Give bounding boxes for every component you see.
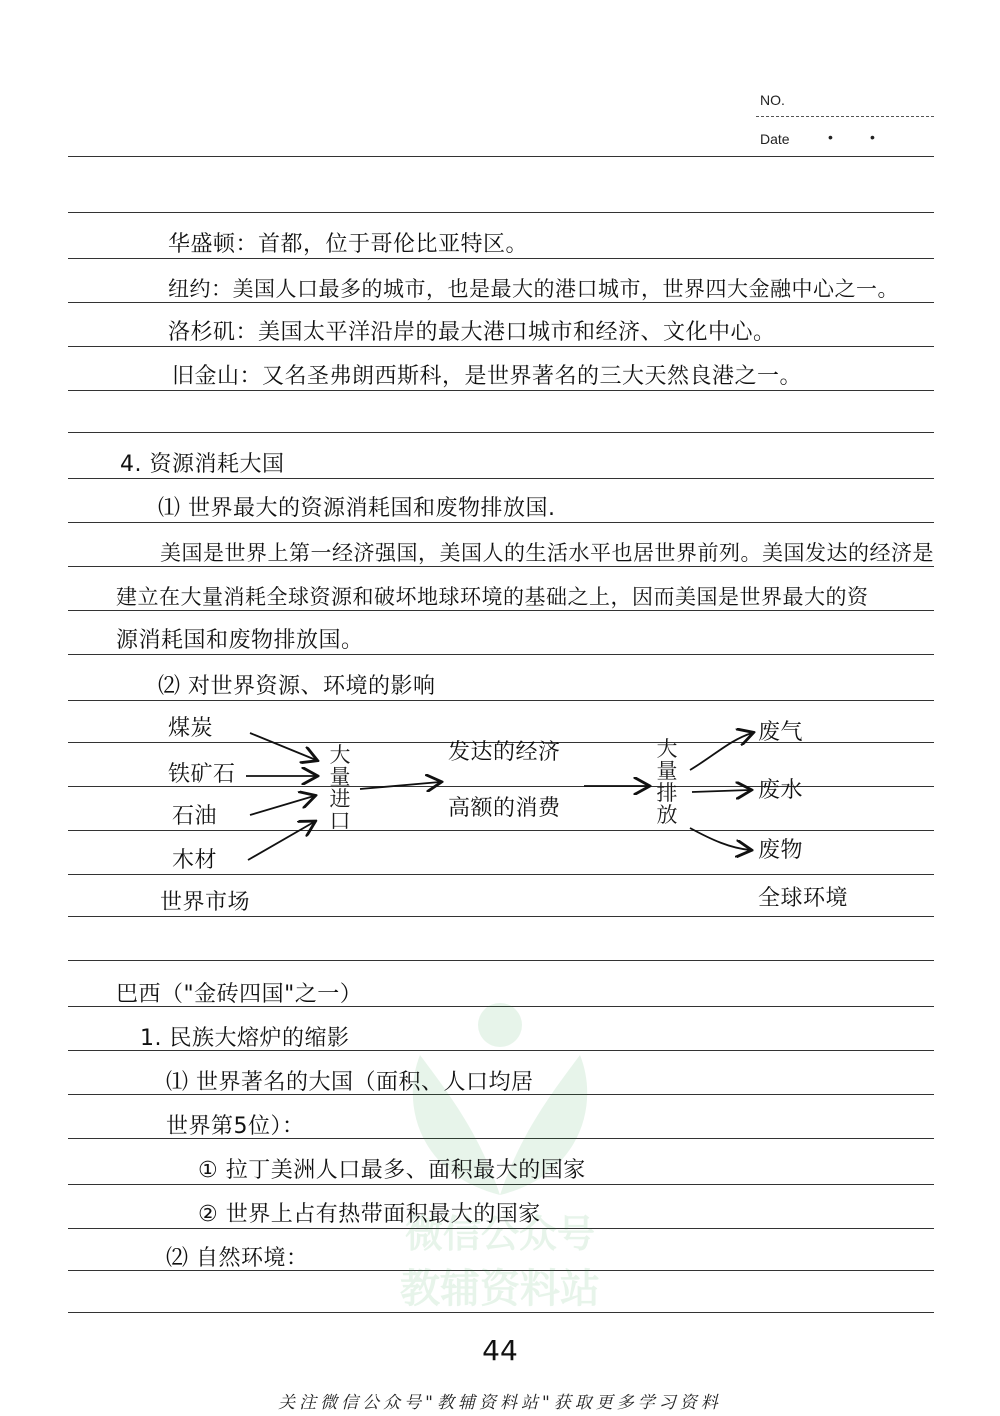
paragraph-line-1: 美国是世界上第一经济强国，美国人的生活水平也居世界前列。美国发达的经济是 — [160, 541, 934, 565]
watermark — [360, 985, 640, 1315]
city-new-york: 纽约：美国人口最多的城市，也是最大的港口城市，世界四大金融中心之一。 — [168, 277, 899, 301]
footer-promo: 关注微信公众号"教辅资料站"获取更多学习资料 — [278, 1393, 722, 1413]
paragraph-line-3: 源消耗国和废物排放国。 — [116, 628, 364, 653]
high-consumption-label: 高额的消费 — [448, 796, 561, 821]
city-los-angeles: 洛杉矶：美国太平洋沿岸的最大港口城市和经济、文化中心。 — [168, 320, 776, 345]
sub-heading-impact: ⑵ 对世界资源、环境的影响 — [158, 674, 436, 699]
brazil-sub-1-line-2: 世界第5位）： — [166, 1114, 305, 1139]
solid-waste-label: 废物 — [758, 838, 804, 863]
brazil-heading: 巴西（"金砖四国"之一） — [116, 982, 363, 1007]
mass-import-label: 大量进口 — [329, 743, 351, 833]
brazil-sub-2: ⑵ 自然环境： — [166, 1246, 309, 1271]
mass-emission-label: 大量排放 — [656, 737, 678, 827]
waste-gas-label: 废气 — [758, 720, 804, 745]
arrow-oil — [250, 796, 314, 815]
arrow-to-solid — [690, 828, 750, 850]
resource-oil: 石油 — [172, 804, 218, 829]
sub-heading-largest-consumer: ⑴ 世界最大的资源消耗国和废物排放国. — [158, 496, 556, 521]
city-washington: 华盛顿：首都，位于哥伦比亚特区。 — [168, 232, 529, 257]
brazil-sub-1-line-1: ⑴ 世界著名的大国（面积、人口均居 — [166, 1070, 534, 1095]
brazil-section-1: 1. 民族大熔炉的缩影 — [140, 1026, 350, 1051]
arrow-to-water — [692, 790, 750, 792]
brazil-item-2: ② 世界上占有热带面积最大的国家 — [198, 1202, 541, 1227]
city-san-francisco: 旧金山：又名圣弗朗西斯科，是世界著名的三大天然良港之一。 — [172, 364, 803, 389]
resource-timber: 木材 — [172, 848, 218, 873]
world-market-label: 世界市场 — [160, 890, 251, 915]
brazil-item-1: ① 拉丁美洲人口最多、面积最大的国家 — [198, 1158, 586, 1183]
page-number: 44 — [482, 1334, 518, 1367]
number-label: NO. — [760, 92, 785, 108]
date-dot-1: • — [828, 129, 833, 145]
arrow-to-gas — [690, 733, 752, 770]
waste-water-label: 废水 — [758, 778, 804, 803]
section-title-resources: 4. 资源消耗大国 — [120, 452, 285, 477]
date-dot-2: • — [870, 129, 875, 145]
resource-iron-ore: 铁矿石 — [168, 762, 236, 787]
developed-economy-label: 发达的经济 — [448, 740, 561, 765]
date-label: Date — [760, 131, 790, 147]
resource-coal: 煤炭 — [168, 716, 214, 741]
arrow-timber — [248, 822, 314, 860]
watermark-line-1: 微信公众号 — [404, 1212, 595, 1256]
watermark-line-2: 教辅资料站 — [400, 1266, 600, 1312]
number-rule — [756, 116, 934, 117]
global-environment-label: 全球环境 — [758, 886, 849, 911]
paragraph-line-2: 建立在大量消耗全球资源和破坏地球环境的基础之上，因而美国是世界最大的资 — [116, 585, 869, 609]
arrow-coal — [250, 733, 316, 760]
